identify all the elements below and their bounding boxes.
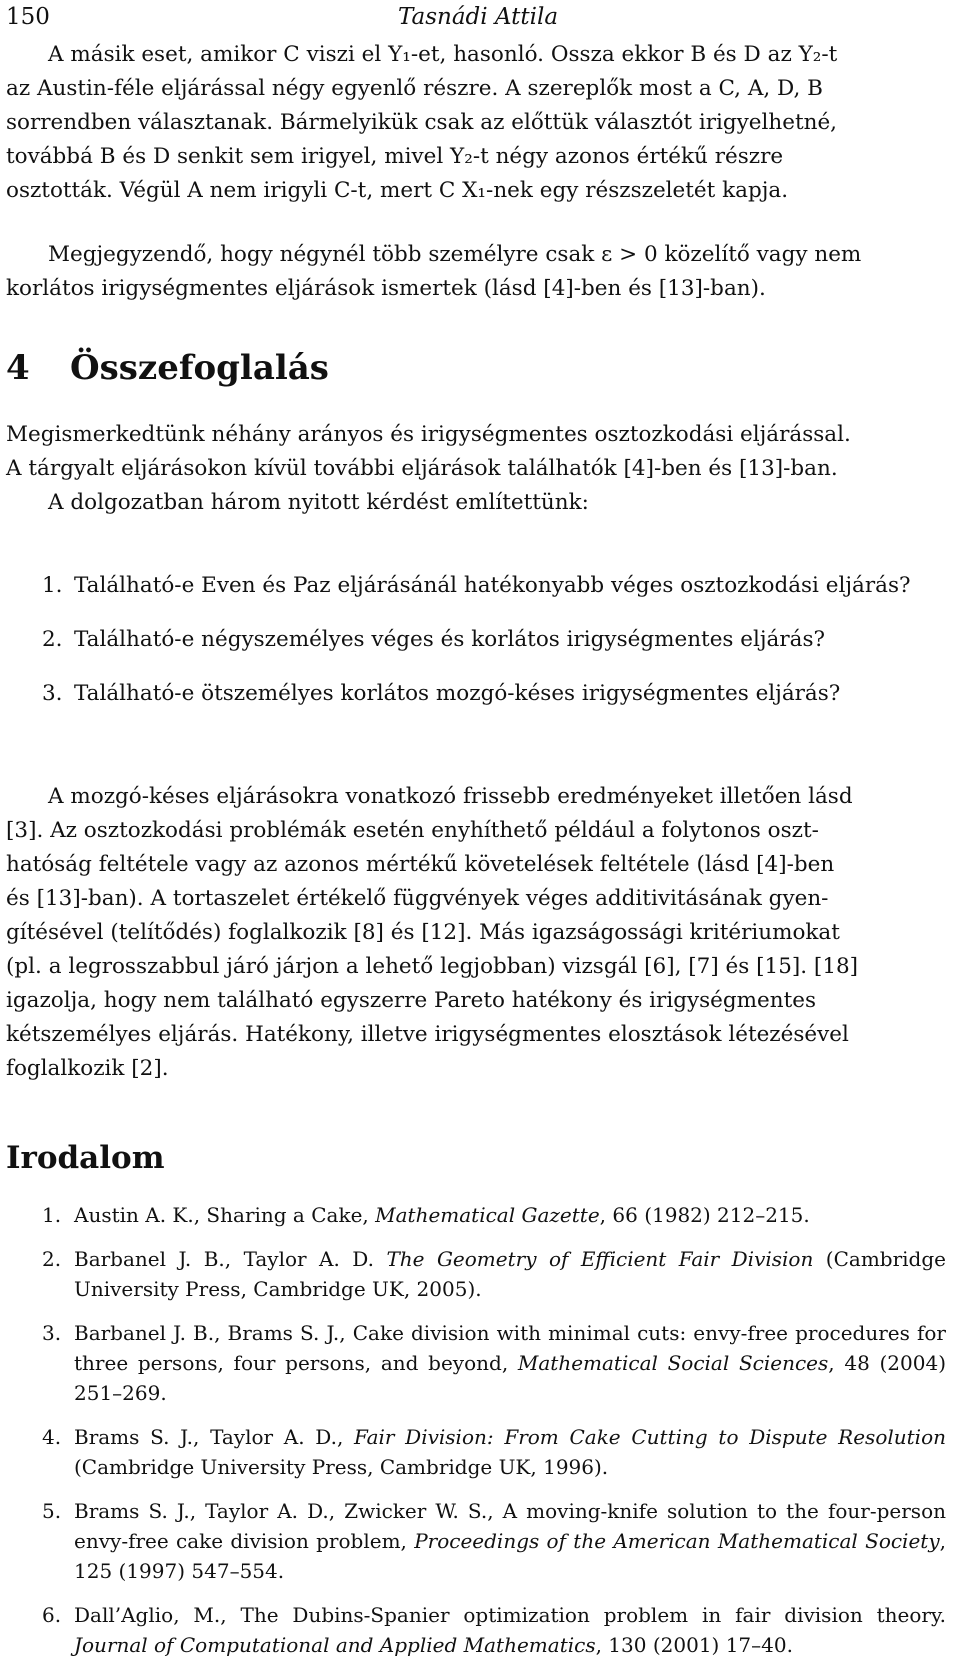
reference-item	[6, 1318, 946, 1408]
references-list	[6, 1200, 946, 1674]
text-line: sorrendben választanak. Bármelyikük csak az előttük választót irigyelhetné,	[6, 110, 838, 135]
list-item-text: Található-e négyszemélyes véges és korlátos irigységmentes eljárás?	[74, 627, 826, 652]
reference-text: Austin A. K., Sharing a Cake,	[74, 1203, 376, 1227]
text-line: [3]. Az osztozkodási problémák esetén enyhíthető például a folytonos oszt-	[6, 818, 819, 843]
text-line: A mozgó-késes eljárásokra vonatkozó frissebb eredményeket illetően lásd	[48, 784, 853, 809]
reference-number: 6.	[42, 1603, 62, 1627]
paragraph-summary	[6, 418, 946, 520]
reference-details: (Cambridge University Press, Cambridge UK, 2005).	[74, 1247, 947, 1301]
section-title: Összefoglalás	[70, 348, 329, 388]
list-item-number: 1.	[42, 573, 63, 598]
reference-number: 2.	[42, 1247, 62, 1271]
text-line: (pl. a legrosszabbul járó járjon a lehető legjobban) vizsgál [6], [7] és [15]. [18]	[6, 954, 859, 979]
paragraph-case-c	[6, 38, 946, 208]
reference-text: Barbanel J. B., Brams S. J., Cake division with minimal cuts: envy-free procedures for three persons, four persons, and beyond,	[74, 1321, 946, 1375]
reference-details: (Cambridge University Press, Cambridge UK, 1996).	[74, 1455, 609, 1479]
list-item-number: 2.	[42, 627, 63, 652]
reference-text: Brams S. J., Taylor A. D.,	[74, 1425, 355, 1449]
list-item-text: Található-e Even és Paz eljárásánál hatékonyabb véges osztozkodási eljárás?	[74, 573, 911, 598]
text-line: osztották. Végül A nem irigyli C-t, mert C X₁-nek egy részszeletét kapja.	[6, 178, 789, 203]
text-line: az Austin-féle eljárással négy egyenlő részre. A szereplők most a C, A, D, B	[6, 76, 823, 101]
list-item	[6, 570, 946, 602]
reference-details: , 48 (2004) 251–269.	[74, 1351, 946, 1405]
text-line: igazolja, hogy nem található egyszerre Pareto hatékony és irigységmentes	[6, 988, 816, 1013]
page-header	[6, 4, 950, 34]
reference-item	[6, 1422, 946, 1482]
reference-number: 3.	[42, 1321, 62, 1345]
reference-number: 4.	[42, 1425, 62, 1449]
text-line: A tárgyalt eljárásokon kívül további eljárások találhatók [4]-ben és [13]-ban.	[6, 456, 838, 481]
reference-number: 1.	[42, 1203, 62, 1227]
running-head: Tasnádi Attila	[397, 4, 559, 30]
reference-text: Barbanel J. B., Taylor A. D.	[74, 1247, 387, 1271]
text-line: Megjegyzendő, hogy négynél több személyre csak ε > 0 közelítő vagy nem	[48, 242, 862, 267]
paragraph-further-results	[6, 780, 946, 1086]
open-questions-list	[6, 570, 946, 732]
reference-item	[6, 1200, 946, 1230]
text-line: továbbá B és D senkit sem irigyel, mivel Y₂-t négy azonos értékű részre	[6, 144, 784, 169]
text-line: Megismerkedtünk néhány arányos és irigységmentes osztozkodási eljárással.	[6, 422, 851, 447]
text-line: korlátos irigységmentes eljárások ismertek (lásd [4]-ben és [13]-ban).	[6, 276, 766, 301]
reference-item	[6, 1244, 946, 1304]
references-heading: Irodalom	[6, 1140, 165, 1176]
reference-venue: The Geometry of Efficient Fair Division	[386, 1247, 814, 1271]
page-number: 150	[6, 4, 50, 30]
section-number: 4	[6, 348, 30, 388]
reference-number: 5.	[42, 1499, 62, 1523]
reference-venue: Journal of Computational and Applied Mathematics	[74, 1633, 596, 1657]
reference-details: , 125 (1997) 547–554.	[74, 1529, 946, 1583]
text-line: kétszemélyes eljárás. Hatékony, illetve irigységmentes elosztások létezésével	[6, 1022, 849, 1047]
list-item-number: 3.	[42, 681, 63, 706]
reference-venue: Proceedings of the American Mathematical Society	[414, 1529, 940, 1553]
text-line: foglalkozik [2].	[6, 1056, 169, 1081]
text-line: gítésével (telítődés) foglalkozik [8] és [12]. Más igazságossági kritériumokat	[6, 920, 840, 945]
reference-venue: Mathematical Social Sciences	[517, 1351, 829, 1375]
reference-venue: Mathematical Gazette	[375, 1203, 600, 1227]
text-line: hatóság feltétele vagy az azonos mértékű követelések feltétele (lásd [4]-ben	[6, 852, 835, 877]
reference-details: , 66 (1982) 212–215.	[599, 1203, 810, 1227]
reference-venue: Fair Division: From Cake Cutting to Dispute Resolution	[354, 1425, 946, 1449]
section-heading	[6, 348, 329, 388]
reference-text: Dall’Aglio, M., The Dubins-Spanier optimization problem in fair division theory.	[74, 1603, 946, 1627]
text-line: A másik eset, amikor C viszi el Y₁-et, hasonló. Ossza ekkor B és D az Y₂-t	[48, 42, 838, 67]
text-line: és [13]-ban). A tortaszelet értékelő függvények véges additivitásának gyen-	[6, 886, 829, 911]
text-line: A dolgozatban három nyitott kérdést említettünk:	[48, 490, 589, 515]
reference-item	[6, 1496, 946, 1586]
list-item	[6, 678, 946, 710]
reference-text: Brams S. J., Taylor A. D., Zwicker W. S., A moving-knife solution to the four-person envy-free cake division problem,	[74, 1499, 946, 1553]
paragraph-remark	[6, 238, 946, 306]
list-item-text: Található-e ötszemélyes korlátos mozgó-késes irigységmentes eljárás?	[74, 681, 841, 706]
reference-details: , 130 (2001) 17–40.	[595, 1633, 793, 1657]
list-item	[6, 624, 946, 656]
reference-item	[6, 1600, 946, 1660]
